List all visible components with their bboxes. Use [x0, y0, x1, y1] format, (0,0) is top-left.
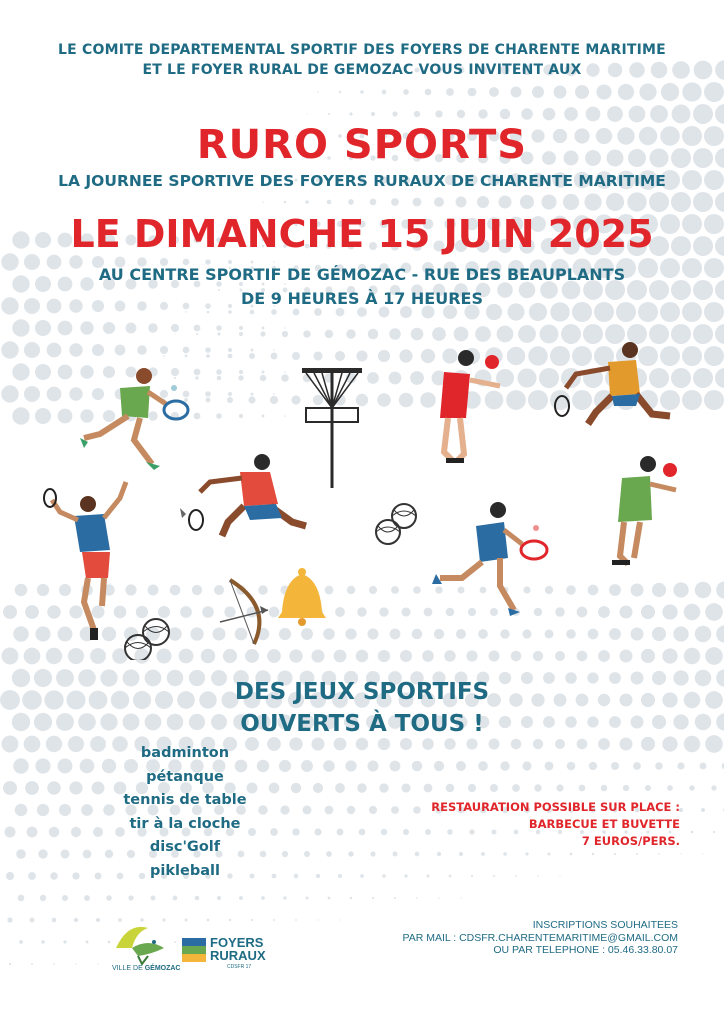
inscriptions-line-1: INSCRIPTIONS SOUHAITEES: [532, 919, 678, 931]
badminton-player-icon: [44, 482, 126, 640]
event-subtitle: LA JOURNEE SPORTIVE DES FOYERS RURAUX DE CHARENTE MARITIME: [58, 172, 666, 190]
foyers-line-1: FOYERS: [210, 935, 264, 950]
ville-logo-text: [112, 965, 180, 972]
activities-list: [120, 742, 250, 883]
activity-item: pétanque: [146, 768, 224, 785]
activity-item: tennis de table: [123, 792, 247, 808]
restauration-line-2: BARBECUE ET BUVETTE: [528, 817, 680, 831]
restauration-info: [431, 799, 680, 850]
bell-icon: [278, 568, 326, 626]
event-venue: [0, 263, 724, 311]
table-tennis-player-icon: [440, 350, 500, 463]
foyers-line-2: RURAUX: [210, 948, 266, 963]
petanque-balls-icon: [125, 619, 169, 660]
tennis-player-icon: [432, 502, 547, 616]
disc-golf-basket-icon: [302, 368, 362, 488]
bow-and-arrow-icon: [220, 580, 268, 644]
event-title: RURO SPORTS: [196, 122, 528, 168]
restauration-line-1: RESTAURATION POSSIBLE SUR PLACE :: [431, 800, 680, 814]
activity-item: tir à la cloche: [129, 815, 241, 832]
intro-text: [0, 40, 724, 80]
tennis-player-icon: [80, 368, 188, 470]
activity-item: badminton: [140, 745, 230, 761]
games-heading: [0, 676, 724, 740]
badminton-player-icon: [555, 342, 670, 424]
games-line-1: DES JEUX SPORTIFS: [234, 679, 490, 705]
inscriptions-info: [402, 919, 678, 957]
sports-illustrations: [0, 330, 724, 660]
inscriptions-line-3: OU PAR TELEPHONE : 05.46.33.80.07: [493, 944, 678, 956]
activity-item: disc'Golf: [149, 839, 221, 855]
table-tennis-player-icon: [612, 456, 677, 565]
games-line-2: OUVERTS À TOUS !: [240, 711, 484, 737]
bird-logo-icon: [108, 918, 178, 982]
ville-prefix: VILLE DE: [112, 965, 143, 972]
foyers-ruraux-code: CDSFR 17: [227, 964, 252, 970]
intro-line-1: LE COMITE DEPARTEMENTAL SPORTIF DES FOYERS DE CHARENTE MARITIME: [58, 42, 666, 58]
ville-name: GÉMOZAC: [144, 965, 181, 972]
badminton-player-icon: [180, 454, 306, 536]
event-date: LE DIMANCHE 15 JUIN 2025: [70, 212, 654, 256]
restauration-line-3: 7 EUROS/PERS.: [581, 834, 680, 848]
intro-line-2: ET LE FOYER RURAL DE GEMOZAC VOUS INVITENT AUX: [142, 62, 582, 78]
venue-address: AU CENTRE SPORTIF DE GÉMOZAC - RUE DES BEAUPLANTS: [98, 265, 626, 284]
inscriptions-line-2: PAR MAIL : CDSFR.CHARENTEMARITIME@GMAIL.COM: [402, 931, 678, 944]
foyers-ruraux-logo-icon: [182, 938, 206, 962]
petanque-balls-icon: [376, 504, 416, 544]
venue-hours: DE 9 HEURES À 17 HEURES: [240, 289, 483, 308]
foyers-ruraux-title: [210, 936, 266, 962]
activity-item: pikleball: [150, 862, 220, 879]
